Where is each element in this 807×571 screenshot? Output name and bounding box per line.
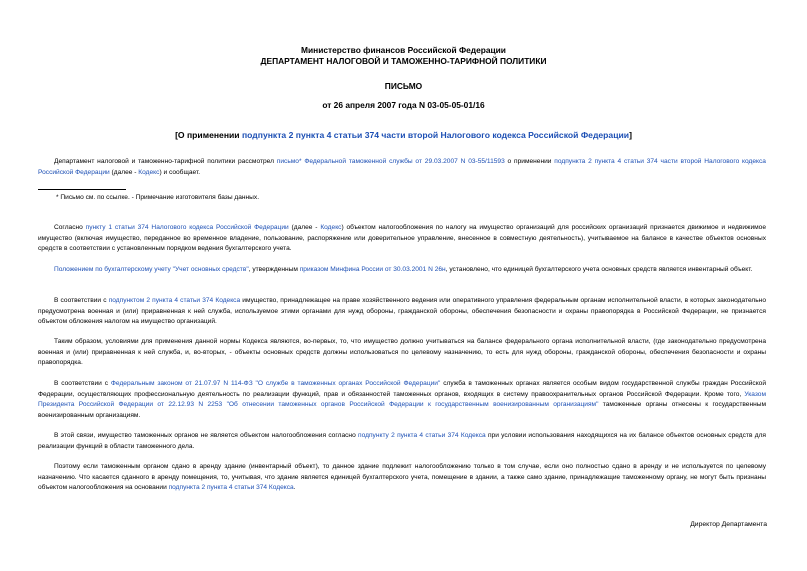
paragraph-3: Положением по бухгалтерскому учету "Учет основных средств", утвержденным приказом Минфина России от 30.03.2001 N 26н, установлено, что единицей бухгалтерского учета основных средств является инвентарный объект. — [54, 266, 753, 273]
paragraph-2: Согласно пункту 1 статьи 374 Налогового кодекса Российской Федерации (далее - Кодекс) объектом налогообложения по налогу на имущество организаций для российских организаций признается движимое и недвижимое имущество (включая имущество, переданное во временное владение, пользование, распоряжение или доверительное управление, внесенное в совместную деятельность), учитываемое на балансе в качестве объектов основных средств в соответствии с установленным порядком ведения бухгалтерского учета. — [38, 224, 767, 253]
paragraph-8: Поэтому если таможенным органом сдано в аренду здание (инвентарный объект), то данное здание подлежит налогообложению только в том случае, если оно полностью сдано в аренду и не используется по целевому назначению. Что касается сданного в аренду помещения, то, учитывая, что здание является единицей бухгалтерского учета, помещение в здании, а также само здание, принадлежащие таможенному органу, не могут быть признаны объектом налогообложения на основании подпункта 2 пункта 4 статьи 374 Кодекса. — [38, 463, 766, 492]
department-name: ДЕПАРТАМЕНТ НАЛОГОВОЙ И ТАМОЖЕННО-ТАРИФНОЙ ПОЛИТИКИ — [260, 56, 547, 66]
paragraph-1: Департамент налоговой и таможенно-тарифной политики рассмотрел письмо* Федеральной таможенной службы от 29.03.2007 N 03-55/11593 о применении подпункта 2 пункта 4 статьи 374 части второй Налогового кодекса Российской Федерации (далее - Кодекс) и сообщает. — [38, 158, 766, 176]
document-date-number: от 26 апреля 2007 года N 03-05-05-01/16 — [322, 100, 485, 110]
article-374-link[interactable]: пункту 1 статьи 374 Налогового кодекса Российской Федерации — [85, 224, 289, 231]
federal-law-link[interactable]: Федеральным законом от 21.07.97 N 114-ФЗ "О службе в таможенных органах Российской Федерации" — [110, 380, 441, 387]
subject-link[interactable]: подпункта 2 пункта 4 статьи 374 части второй Налогового кодекса Российской Федерации — [241, 130, 630, 140]
footnote-divider — [38, 189, 126, 190]
minfin-order-link[interactable]: приказом Минфина России от 30.03.2001 N 26н — [299, 266, 446, 273]
fts-letter-link[interactable]: письмо* Федеральной таможенной службы от 29.03.2007 N 03-55/11593 — [276, 158, 505, 165]
tax-code-article-link[interactable]: подпункта 2 пункта 4 статьи 374 части второй Налогового кодекса Российской Федерации — [38, 158, 766, 176]
subparagraph-2-link-3[interactable]: подпункта 2 пункта 4 статьи 374 Кодекса — [168, 484, 294, 492]
document-type: ПИСЬМО — [384, 81, 423, 91]
subparagraph-2-link-2[interactable]: подпункту 2 пункта 4 статьи 374 Кодекса — [358, 432, 486, 439]
subparagraph-2-link[interactable]: подпунктом 2 пункта 4 статьи 374 Кодекса — [108, 297, 241, 304]
document-subject: [О применении подпункта 2 пункта 4 статьи 374 части второй Налогового кодекса Российской Федерации] — [175, 130, 632, 140]
ministry-name: Министерство финансов Российской Федерации — [301, 45, 506, 55]
paragraph-6: В соответствии с Федеральным законом от 21.07.97 N 114-ФЗ "О службе в таможенных органах Российской Федерации" служба в таможенных органах является особым видом государственной службы граждан Российской Федерации, осуществляющих профессиональную деятельность по реализации функций, прав и обязанностей таможенных органов, входящих в систему правоохранительных органов Российской Федерации. Кроме того, Указом Президента Российской Федерации от 22.12.93 N 2253 "Об отнесении таможенных органов Российской Федерации к государственным военизированным организациям" таможенные органы отнесены к государственным военизированным организациям. — [38, 380, 767, 419]
footnote: * Письмо см. по ссылке. - Примечание изготовителя базы данных. — [56, 194, 260, 201]
signature-title: Директор Департамента — [690, 521, 767, 528]
code-link[interactable]: Кодекс — [320, 224, 342, 231]
tax-code-link[interactable]: Кодекс — [138, 168, 160, 176]
presidential-decree-link[interactable]: Указом Президента Российской Федерации от 22.12.93 N 2253 "Об отнесении таможенных органов Российской Федерации к государственным военизированным организациям" — [38, 390, 766, 409]
paragraph-4: В соответствии с подпунктом 2 пункта 4 статьи 374 Кодекса имущество, принадлежащее на праве хозяйственного ведения или оперативного управления федеральным органам исполнительной власти, в которых законодательно предусмотрена военная и (или) приравненная к ней служба, используемое этими органами для нужд обороны, гражданской обороны, обеспечения безопасности и охраны правопорядка в Российской Федерации, не признается объектом обложения налогом на имущество организаций. — [38, 297, 766, 326]
paragraph-7: В этой связи, имущество таможенных органов не является объектом налогообложения согласно подпункту 2 пункта 4 статьи 374 Кодекса при условии использования находящихся на их балансе объектов основных средств для реализации функций в области таможенного дела. — [38, 432, 766, 450]
accounting-regulation-link[interactable]: Положением по бухгалтерскому учету "Учет основных средств" — [54, 266, 249, 273]
paragraph-5: Таким образом, условиями для применения данной нормы Кодекса являются, во-первых, то, что имущество должно учитываться на балансе федерального органа исполнительной власти, (где законодательно предусмотрена военная и (или) приравненная к ней служба, и, во-вторых, - объекты основных средств должны использоваться по целевому назначению, то есть для нужд обороны, гражданской обороны, обеспечения безопасности и охраны правопорядка. — [38, 338, 766, 367]
